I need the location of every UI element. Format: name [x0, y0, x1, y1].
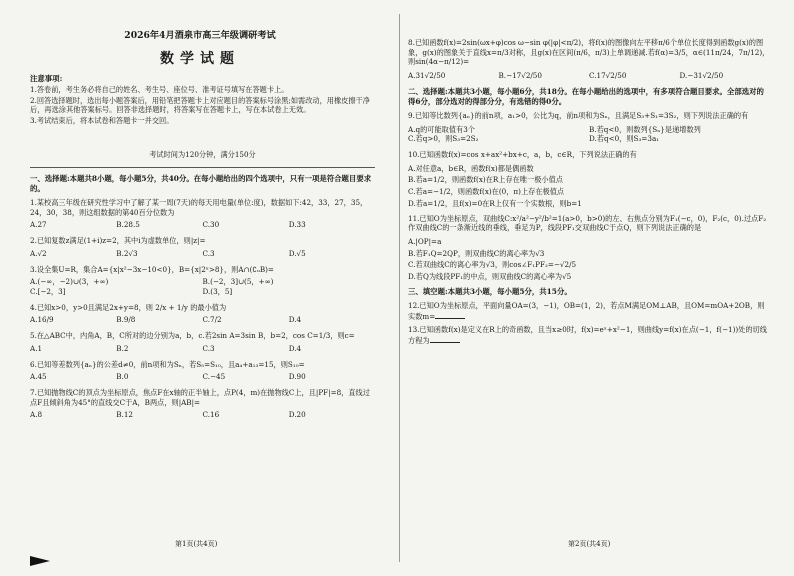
option: D.33 — [288, 220, 306, 230]
section-3-head: 三、填空题:本题共3小题，每小题5分，共15分。 — [408, 286, 572, 296]
question-9: 9.已知等比数列{aₙ}的前n项，a₁>0，公比为q，前n项和为Sₙ，且满足S₃+S₁=3S₂，则下列说法正确的有 — [408, 110, 749, 120]
option: B.9/8 — [116, 315, 136, 325]
note-item: 2.回答选择题时，选出每小题答案后，用铅笔把答题卡上对应题目的答案标号涂黑;如需改动，用橡皮擦干净后，再选涂其他答案标号。回答非选择题时，将答案写在答题卡上，写在本试卷上无效。 — [30, 95, 370, 115]
option: C.3 — [202, 343, 215, 353]
question-4-options — [30, 315, 375, 325]
question-13-text: 13.已知函数f(x)是定义在R上的奇函数，且当x≥0时，f(x)=eˣ+x²−1，则曲线y=f(x)在点(−1，f(−1))处的切线方程为 — [408, 325, 767, 346]
question-6-options — [30, 372, 375, 382]
section-1 — [30, 174, 375, 426]
answer-blank — [430, 335, 460, 343]
question-10: 10.已知函数f(x)=cos x+ax²+bx+c，a，b，c∈R，下列说法正确的有 — [408, 150, 637, 159]
question-10-option-b: B.若a=1/2，则函数f(x)在R上存在唯一极小值点 — [408, 175, 563, 185]
option: A.45 — [30, 372, 47, 382]
option: B.28.5 — [116, 220, 140, 230]
question-10-option-a: A.对任意a，b∈R，函数f(x)都是偶函数 — [408, 163, 534, 173]
arrow-mark-icon — [30, 556, 50, 566]
option: C.−45 — [202, 372, 226, 382]
option: B.0 — [116, 372, 129, 382]
question-11-option-b: B.若F₁Q=2QP，则双曲线C的离心率为√3 — [408, 248, 545, 258]
time-line: 考试时间为120分钟，满分150分 — [149, 150, 256, 159]
option: B.−17√2/50 — [498, 71, 542, 81]
option: D.−31√2/50 — [679, 71, 724, 81]
option: A.27 — [30, 220, 47, 230]
option: C.16 — [202, 410, 220, 420]
exam-title: 2026年4月酒泉市高三年级调研考试 — [124, 30, 276, 41]
divider-line — [30, 167, 375, 168]
right-column — [408, 0, 776, 576]
question-8: 8.已知函数f(x)=2sin(ωx+φ)cos ω−sin φ(|φ|<π/2)，将f(x)的图像向左平移π/6个单位长度得到函数g(x)的图象，g(x)的图象关于直线x=π/3对称，且g(x)在区间(π/6，π/3)上单调递减.若f(α)=3/5，α∈(11π/24，7π/12)，则sin(4α−π/12)= — [408, 38, 770, 67]
page-number: 第2页(共4页) — [568, 540, 611, 548]
question-12-text: 12.已知O为坐标原点，平面向量OA=(3，−1)，OB=(1，2)，若点M满足OM⊥AB，且OM=mOA+2OB，则实数m= — [408, 300, 765, 321]
option: A.(−∞，−2)∪(3，+∞) — [30, 277, 109, 287]
option: B.2√3 — [116, 248, 138, 258]
question-7-options — [30, 410, 375, 420]
question-4: 4.已知x>0，y>0且满足2x+y=8，则 2/x + 1/y 的最小值为 — [30, 302, 227, 312]
option: B.2 — [116, 343, 129, 353]
section-2-head: 二、选择题:本题共3小题，每小题6分，共18分。在每小题给出的选项中，有多项符合题目要求。全部选对的得6分，部分选对的得部分分，有选错的得0分。 — [408, 86, 764, 106]
question-6: 6.已知等差数列{aₙ}的公差d≠0，前n项和为Sₙ，若S₅=S₁₀，且a₄+a₁₃=15，则S₁₀= — [30, 359, 305, 369]
question-3-options — [30, 277, 375, 296]
right-content — [408, 38, 770, 350]
option: D.20 — [288, 410, 306, 420]
option: A.8 — [30, 410, 43, 420]
option: D.90 — [288, 372, 306, 382]
notes — [30, 85, 375, 127]
option: D.(3，5] — [202, 287, 233, 296]
question-1-options — [30, 220, 375, 230]
question-13 — [408, 325, 770, 345]
question-5: 5.在△ABC中，内角A，B，C所对的边分别为a，b，c.若2sin A=3sin B，b=2，cos C=1/3，则c= — [30, 331, 355, 341]
option: D.√5 — [288, 248, 306, 258]
question-11-option-c: C.若双曲线C的离心率为√3，则cos∠F₁PF₂=−√2/5 — [408, 260, 577, 270]
option: D.4 — [288, 315, 302, 325]
question-3: 3.设全集U=R，集合A={x|x²−3x−10<0}，B={x|2ˣ>8}，则A∩(∁ᵤB)= — [30, 264, 274, 274]
question-5-options — [30, 344, 375, 354]
question-10-option-d: D.若a=1/2，且f(x)=0在R上仅有一个实数根，则b=1 — [408, 198, 582, 208]
question-10-option-c: C.若a=−1/2，则函数f(x)在(0，π)上存在极值点 — [408, 187, 565, 197]
option: C.7/2 — [202, 315, 222, 325]
question-7: 7.已知抛物线C的顶点为坐标原点，焦点F在x轴的正半轴上，点P(4，m)在抛物线C上，且|PF|=8，直线过点F且倾斜角为45°的直线交C于A，B两点，则|AB|= — [30, 388, 370, 407]
question-2-options — [30, 249, 375, 259]
question-12 — [408, 301, 770, 321]
question-11: 11.已知O为坐标原点，双曲线C:x²/a²−y²/b²=1(a>0，b>0)的左、右焦点分别为F₁(−c，0)，F₂(c，0).过点F₂作双曲线C的一条渐近线的垂线，垂足为P，线段PF₁交双曲线C于点Q，则下列说法正确的是 — [408, 213, 767, 233]
answer-blank — [435, 311, 465, 319]
section-1-head: 一、选择题:本题共8小题，每小题5分，共40分。在每小题给出的四个选项中，只有一项是符合题目要求的。 — [30, 174, 372, 193]
question-8-options — [408, 71, 770, 81]
option: A.31√2/50 — [408, 71, 446, 81]
option: C.17√2/50 — [589, 71, 627, 81]
option: A.1 — [30, 343, 43, 353]
option: B.若q<0，则数列{Sₙ}是递增数列 — [589, 124, 701, 134]
option: C.3 — [202, 248, 215, 258]
option: C.30 — [202, 220, 220, 230]
question-9-options — [408, 125, 770, 144]
left-column — [30, 0, 390, 576]
option: B.(−2，3]∪(5，+∞) — [202, 277, 274, 287]
option: A.q的可能取值有3个 — [408, 124, 475, 134]
note-item: 3.考试结束后，将本试卷和答题卡一并交回。 — [30, 116, 174, 126]
option: C.[−2，3] — [30, 287, 66, 296]
question-11-option-a: A.|OP|=a — [408, 237, 442, 247]
page-number: 第1页(共4页) — [175, 540, 218, 548]
option: A.16/9 — [30, 315, 54, 325]
question-11-option-d: D.若Q为线段PF₁的中点，则双曲线C的离心率为√5 — [408, 272, 572, 282]
column-divider — [399, 14, 400, 562]
option: D.4 — [288, 343, 302, 353]
option: B.12 — [116, 410, 133, 420]
option: D.若q<0，则S₃=3a₁ — [589, 134, 660, 144]
option: C.若q>0，则S₃=2S₂ — [408, 134, 479, 144]
question-1: 1.某校高三年级在研究性学习中了解了某一周(7天)的每天用电量(单位:度)，数据如下:42，33，27，35，24，30，38，则这组数据的第40百分位数为 — [30, 197, 368, 217]
option: A.√2 — [30, 248, 47, 258]
notes-title: 注意事项: — [30, 74, 63, 83]
note-item: 1.答卷前，考生务必将自己的姓名、考生号、座位号、准考证号填写在答题卡上。 — [30, 85, 289, 94]
subject-title: 数学试题 — [160, 51, 240, 67]
question-2: 2.已知复数z满足(1+i)z=2，其中i为虚数单位，则|z|= — [30, 236, 206, 246]
